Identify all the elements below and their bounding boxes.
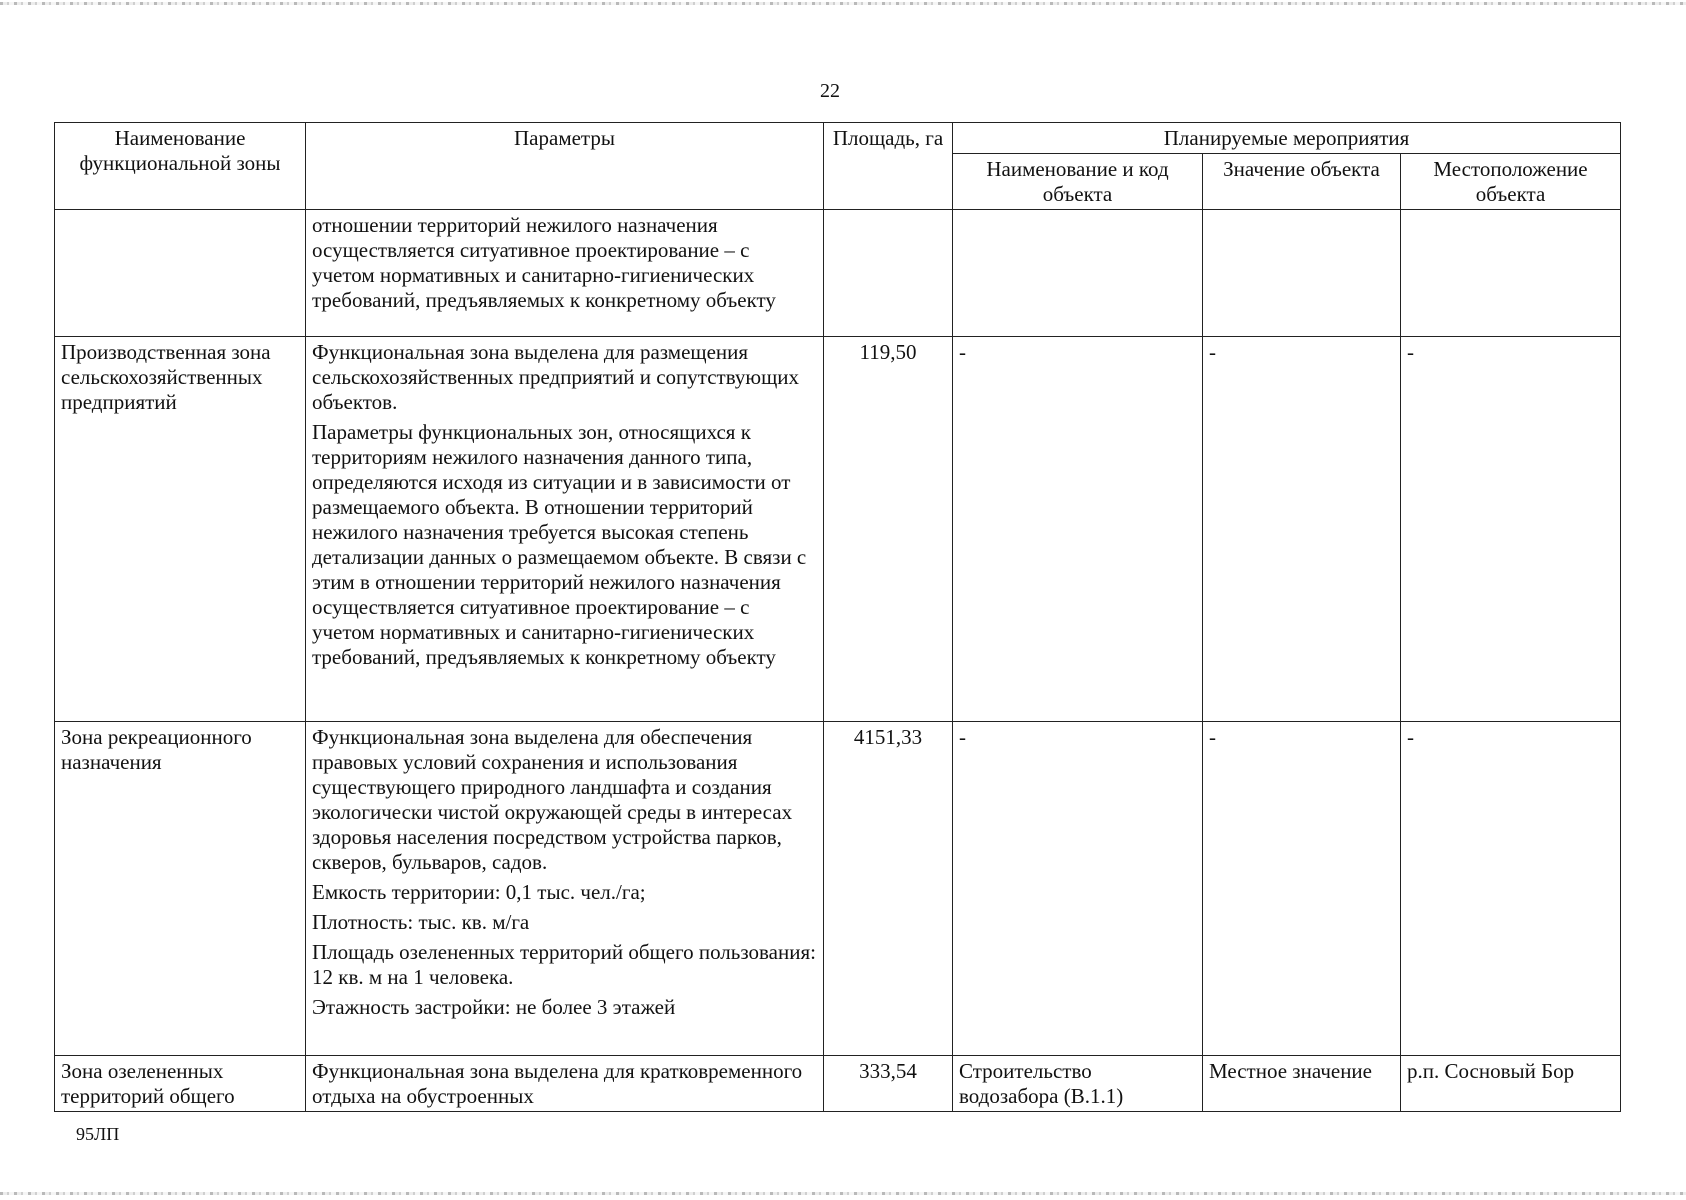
- parameter-paragraph: Площадь озелененных территорий общего пользования: 12 кв. м на 1 человека.: [312, 940, 816, 989]
- table-row: [55, 1056, 1621, 1112]
- cell-zone-name: Производственная зона сельскохозяйственных предприятий: [55, 337, 306, 722]
- cell-zone-name: Зона озелененных территорий общего: [55, 1056, 306, 1112]
- cell-object-name: -: [953, 722, 1203, 1056]
- cell-object-location: -: [1401, 337, 1621, 722]
- page-number: 22: [820, 80, 840, 102]
- header-zone-name: Наименование функциональной зоны: [55, 123, 306, 210]
- document-code: 95ЛП: [76, 1124, 120, 1144]
- cell-area: 119,50: [824, 337, 953, 722]
- functional-zones-table: [54, 122, 1621, 1112]
- parameter-paragraph: отношении территорий нежилого назначения осуществляется ситуативное проектирование – с учетом нормативных и санитарно-гигиенических требований, предъявляемых к конкретному объекту: [312, 213, 776, 312]
- parameter-paragraph: Емкость территории: 0,1 тыс. чел./га;: [312, 880, 646, 904]
- cell-object-significance: -: [1203, 337, 1401, 722]
- cell-object-significance: -: [1203, 722, 1401, 1056]
- header-parameters: Параметры: [306, 123, 824, 210]
- header-row-group: [55, 123, 1621, 154]
- parameter-paragraph: Функциональная зона выделена для обеспечения правовых условий сохранения и использования существующего природного ландшафта и создания экологически чистой окружающей среды в интересах здоровья населения посредством устройства парков, скверов, бульваров, садов.: [312, 725, 793, 874]
- cell-parameters: [306, 210, 824, 337]
- parameter-paragraph: Функциональная зона выделена для кратковременного отдыха на обустроенных: [312, 1059, 803, 1108]
- cell-parameters: [306, 1056, 824, 1112]
- cell-object-significance: [1203, 210, 1401, 337]
- header-planned-measures: Планируемые мероприятия: [953, 123, 1621, 154]
- header-area: Площадь, га: [824, 123, 953, 210]
- header-object-location: Местоположение объекта: [1401, 154, 1621, 210]
- scan-edge-bottom: [0, 1192, 1686, 1195]
- table-row: [55, 337, 1621, 722]
- scan-edge-top: [0, 2, 1686, 5]
- cell-object-significance: Местное значение: [1203, 1056, 1401, 1112]
- cell-object-name: [953, 210, 1203, 337]
- cell-zone-name: [55, 210, 306, 337]
- cell-object-location: р.п. Сосновый Бор: [1401, 1056, 1621, 1112]
- cell-zone-name: Зона рекреационного назначения: [55, 722, 306, 1056]
- cell-area: 333,54: [824, 1056, 953, 1112]
- cell-object-location: -: [1401, 722, 1621, 1056]
- cell-object-name: -: [953, 337, 1203, 722]
- cell-area: [824, 210, 953, 337]
- cell-parameters: [306, 722, 824, 1056]
- cell-object-location: [1401, 210, 1621, 337]
- cell-parameters: [306, 337, 824, 722]
- cell-object-name: Строительство водозабора (В.1.1): [953, 1056, 1203, 1112]
- parameter-paragraph: Функциональная зона выделена для размещения сельскохозяйственных предприятий и сопутствующих объектов.: [312, 340, 800, 414]
- table-row: [55, 210, 1621, 337]
- parameter-paragraph: Параметры функциональных зон, относящихся к территориям нежилого назначения данного типа, определяются исходя из ситуации и в зависимости от размещаемого объекта. В отношении территорий нежилого назначения требуется высокая степень детализации данных о размещаемом объекте. В связи с этим в отношении территорий нежилого назначения осуществляется ситуативное проектирование – с учетом нормативных и санитарно-гигиенических требований, предъявляемых к конкретному объекту: [312, 420, 807, 669]
- table-row: [55, 722, 1621, 1056]
- header-object-significance: Значение объекта: [1203, 154, 1401, 210]
- parameter-paragraph: Этажность застройки: не более 3 этажей: [312, 995, 676, 1019]
- parameter-paragraph: Плотность: тыс. кв. м/га: [312, 910, 530, 934]
- cell-area: 4151,33: [824, 722, 953, 1056]
- header-object-name-code: Наименование и код объекта: [953, 154, 1203, 210]
